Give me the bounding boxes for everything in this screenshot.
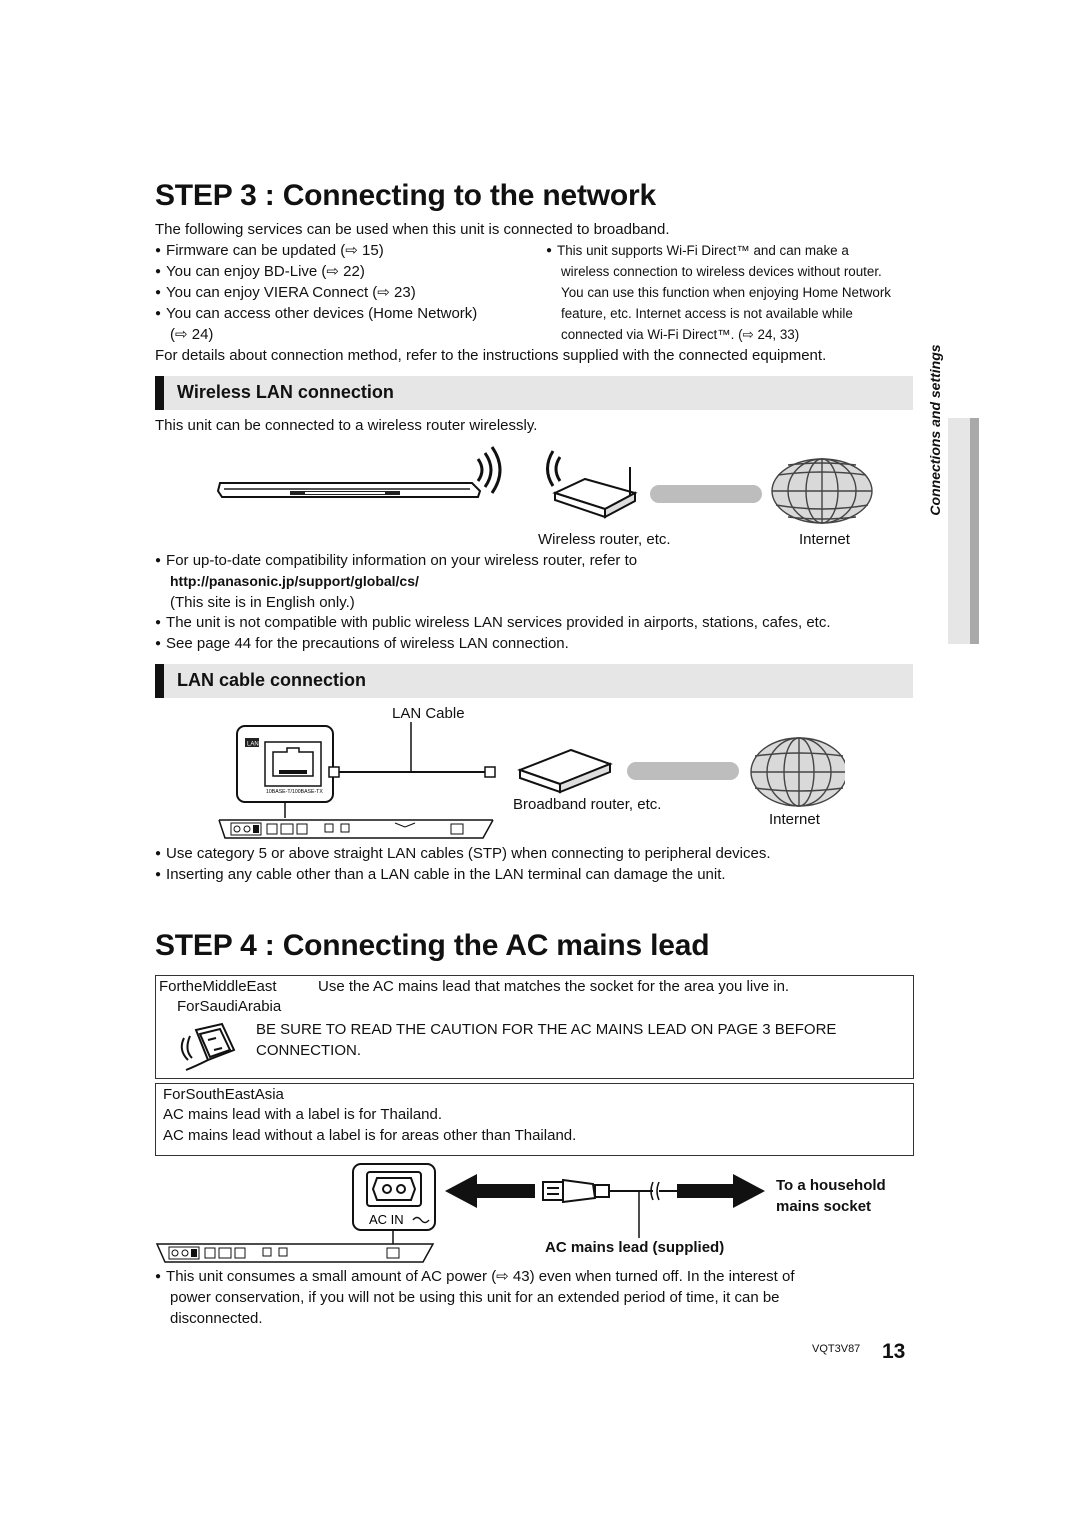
wireless-diagram [210, 445, 890, 535]
public-lan-note: ● The unit is not compatible with public wireless LAN services provided in airports, stations, cafes, etc. [155, 612, 831, 635]
wireless-router-label: Wireless router, etc. [538, 531, 671, 548]
other-areas-line: AC mains lead without a label is for areas other than Thailand. [163, 1127, 577, 1144]
power-note-1: ● This unit consumes a small amount of AC power (⇨ 43) even when turned off. In the interest of [155, 1266, 795, 1289]
internet-globe-icon [772, 459, 872, 523]
wireless-desc: This unit can be connected to a wireless router wirelessly. [155, 417, 538, 434]
region-middle-east: FortheMiddleEast [159, 978, 277, 995]
household-label-1: To a household [776, 1177, 886, 1194]
side-tab-label: Connections and settings [927, 344, 943, 516]
lan-note-2: ● Inserting any cable other than a LAN cable in the LAN terminal can damage the unit. [155, 864, 726, 887]
site-note: (This site is in English only.) [170, 594, 355, 611]
power-note-3: disconnected. [170, 1310, 263, 1327]
insert-arrow-icon [445, 1174, 535, 1208]
step3-intro: The following services can be used when this unit is connected to broadband. [155, 221, 670, 238]
middle-east-text: Use the AC mains lead that matches the socket for the area you live in. [318, 978, 790, 995]
service-firmware: ● Firmware can be updated (⇨ 15) [155, 240, 384, 263]
step4-title: STEP 4 : Connecting the AC mains lead [155, 929, 710, 962]
player-rear-panel-icon [219, 818, 493, 838]
page-number: 13 [882, 1340, 906, 1363]
side-tab [948, 418, 979, 644]
wireless-section-header [155, 376, 913, 410]
model-code: VQT3V87 [812, 1343, 861, 1355]
lan-heading: LAN cable connection [177, 670, 367, 690]
lan-port-spec: 10BASE-T/100BASE-TX [266, 789, 323, 795]
caution-line-2: CONNECTION. [256, 1042, 361, 1059]
ac-player-rear-panel-icon [157, 1244, 433, 1262]
compat-note: ● For up-to-date compatibility information on your wireless router, refer to [155, 550, 637, 573]
lan-note-1: ● Use category 5 or above straight LAN cables (STP) when connecting to peripheral devices. [155, 843, 771, 866]
caution-line-1: BE SURE TO READ THE CAUTION FOR THE AC MAINS LEAD ON PAGE 3 BEFORE [256, 1021, 837, 1038]
middle-east-box [155, 975, 914, 1079]
connection-bar [650, 485, 762, 503]
uk-plug-icon [176, 1020, 244, 1074]
support-url[interactable]: http://panasonic.jp/support/global/cs/ [170, 573, 419, 589]
wireless-heading: Wireless LAN connection [177, 382, 394, 402]
lan-cable-label: LAN Cable [392, 705, 465, 722]
step3-title: STEP 3 : Connecting to the network [155, 179, 657, 212]
lan-port-icon [273, 748, 313, 776]
region-south-east-asia: ForSouthEastAsia [163, 1086, 284, 1103]
wireless-internet-label: Internet [799, 531, 850, 548]
to-socket-arrow-icon [677, 1174, 765, 1208]
wifi-direct-note-3: You can use this function when enjoying Home Network [561, 285, 891, 300]
wifi-direct-note-1: ● This unit supports Wi-Fi Direct™ and can make a [546, 240, 849, 263]
service-home-network: ● You can access other devices (Home Network) [155, 303, 477, 326]
lan-port-label: LAN [247, 741, 259, 748]
see-page-note: ● See page 44 for the precautions of wireless LAN connection. [155, 633, 569, 656]
lan-internet-globe-icon [751, 738, 845, 806]
service-bdlive: ● You can enjoy BD-Live (⇨ 22) [155, 261, 365, 284]
ac-lead-supplied-label: AC mains lead (supplied) [545, 1239, 725, 1256]
wifi-signal-icon [478, 447, 500, 493]
step3-details: For details about connection method, refer to the instructions supplied with the connected equipment. [155, 347, 827, 364]
lan-connection-bar [627, 762, 739, 780]
lan-internet-label: Internet [769, 811, 820, 828]
ac-in-label: AC IN [369, 1212, 404, 1227]
lan-section-header [155, 664, 913, 698]
player-icon [218, 483, 480, 497]
service-home-network-ref: (⇨ 24) [170, 326, 214, 343]
broadband-router-icon [520, 750, 610, 792]
broadband-router-label: Broadband router, etc. [513, 796, 662, 813]
ac-plug-icon [543, 1180, 677, 1238]
power-note-2: power conservation, if you will not be using this unit for an extended period of time, it can be [170, 1289, 780, 1306]
wifi-direct-note-5: connected via Wi-Fi Direct™. (⇨ 24, 33) [561, 327, 800, 342]
household-label-2: mains socket [776, 1198, 872, 1215]
thailand-label-line: AC mains lead with a label is for Thailand. [163, 1106, 443, 1123]
wireless-router-icon [548, 451, 636, 517]
wifi-direct-note-4: feature, etc. Internet access is not available while [561, 306, 853, 321]
service-viera: ● You can enjoy VIERA Connect (⇨ 23) [155, 282, 416, 305]
region-saudi-arabia: ForSaudiArabia [177, 998, 282, 1015]
south-east-asia-box [155, 1083, 914, 1156]
wifi-direct-note-2: wireless connection to wireless devices without router. [561, 264, 882, 279]
lan-diagram [215, 722, 845, 844]
